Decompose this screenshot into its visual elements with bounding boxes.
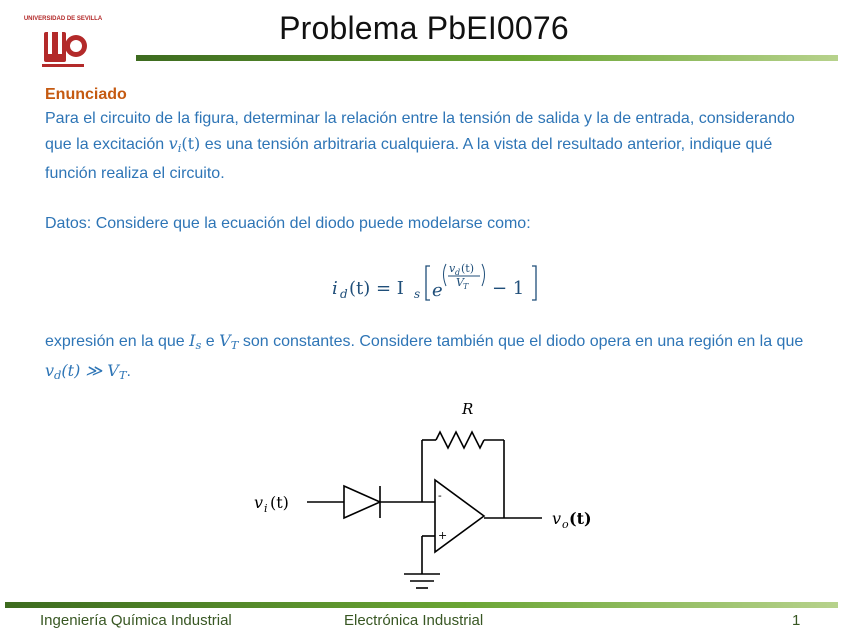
svg-text:i: i	[332, 278, 338, 299]
resistor-label: R	[462, 400, 474, 418]
section-heading: Enunciado	[45, 86, 127, 103]
svg-text:e: e	[432, 280, 443, 301]
svg-text:− 1: − 1	[492, 278, 525, 299]
svg-text:(t): (t)	[461, 262, 475, 275]
svg-text:(t): (t)	[270, 493, 289, 512]
diode-symbol	[344, 486, 380, 518]
svg-text:i: i	[264, 502, 268, 515]
svg-text:(t) = I: (t) = I	[349, 278, 404, 299]
constants-paragraph: expresión en la que $I_s$ e $V_T$ son constantes. Considere también que el diodo opera en una región en la que $v_d(t)$ ≫ $V_T$.	[45, 331, 804, 382]
footer-degree: Ingeniería Química Industrial	[40, 612, 232, 629]
resistor-symbol	[436, 432, 484, 448]
statement-paragraph	[45, 106, 825, 186]
footer-bar	[5, 602, 838, 608]
svg-text:T: T	[463, 282, 469, 291]
svg-text:o: o	[562, 518, 569, 531]
page-title: Problema PbEI0076	[279, 10, 569, 46]
inverting-input-sign: -	[438, 489, 442, 502]
problem-statement	[45, 84, 825, 236]
operating-condition: $v_d(t)$ ≫ $V_T$	[45, 360, 127, 382]
svg-text:d: d	[340, 287, 348, 301]
svg-text:d: d	[455, 268, 461, 277]
logo-text: UNIVERSIDAD DE SEVILLA	[23, 16, 103, 22]
input-label: v	[254, 493, 264, 512]
svg-text:s: s	[414, 287, 421, 301]
statement-text-1: Para el circuito de la figura, determinar la relación entre la tensión de salida y la de entrada, considerando que la excitación	[45, 110, 795, 153]
diode-equation	[330, 258, 560, 304]
datos-paragraph: Datos: Considere que la ecuación del diodo puede modelarse como:	[45, 214, 531, 232]
title-underline-bar	[136, 55, 838, 61]
input-variable: $v_i(t)$	[168, 134, 201, 155]
noninverting-input-sign: +	[438, 529, 448, 542]
svg-text:v: v	[449, 262, 456, 275]
output-label: v	[552, 509, 562, 528]
page-number: 1	[792, 612, 801, 629]
footer-course: Electrónica Industrial	[344, 612, 484, 629]
statement-text-2: es una tensión arbitraria cualquiera. A la vista del resultado anterior, indique qué función realiza el circuito.	[45, 136, 773, 182]
svg-text:(t): (t)	[569, 509, 592, 528]
svg-text:V: V	[456, 276, 464, 289]
circuit-diagram	[240, 392, 620, 602]
